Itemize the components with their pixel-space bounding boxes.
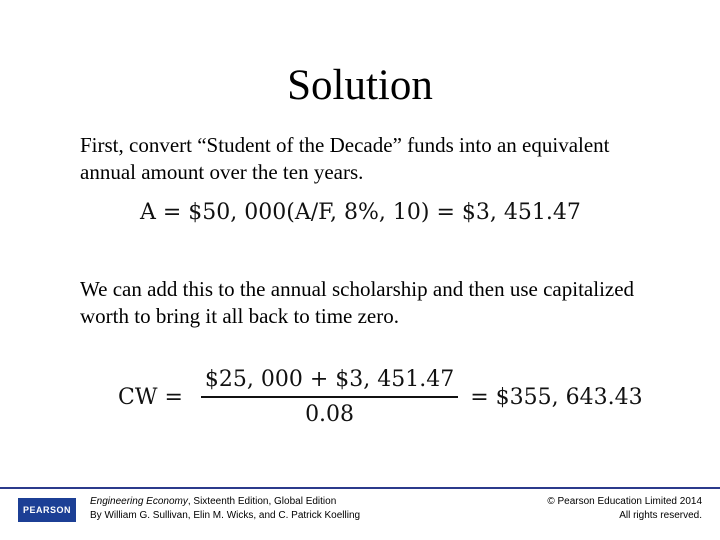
fraction-numerator: $25, 000 + $3, 451.47: [204, 367, 455, 393]
footer-copyright: [547, 495, 702, 523]
capitalized-worth-equation: [118, 365, 643, 429]
explanation-paragraph: We can add this to the annual scholarship and then use capitalized worth to bring it all back to time zero.: [80, 277, 635, 328]
annual-equivalent-equation: A = $50, 000(A/F, 8%, 10) = $3, 451.47: [140, 200, 581, 225]
slide-title: Solution: [287, 62, 433, 109]
intro-paragraph: First, convert “Student of the Decade” funds into an equivalent annual amount over the ten years.: [80, 133, 610, 184]
book-title: Engineering Economy: [90, 496, 188, 507]
footer-divider: [0, 487, 720, 489]
copyright-line: © Pearson Education Limited 2014: [547, 496, 702, 507]
book-edition: , Sixteenth Edition, Global Edition: [187, 496, 337, 507]
equation-rhs: = $355, 643.43: [470, 384, 643, 410]
authors-line: By William G. Sullivan, Elin M. Wicks, and C. Patrick Koelling: [90, 510, 361, 521]
fraction-denominator: 0.08: [305, 401, 355, 427]
equation-lhs: CW =: [118, 384, 183, 410]
pearson-logo: [18, 498, 76, 522]
rights-line: All rights reserved.: [619, 510, 702, 521]
footer-citation: [90, 495, 360, 523]
equation-fraction: [201, 367, 458, 427]
book-line: [90, 495, 360, 509]
logo-text: PEARSON: [22, 505, 71, 515]
